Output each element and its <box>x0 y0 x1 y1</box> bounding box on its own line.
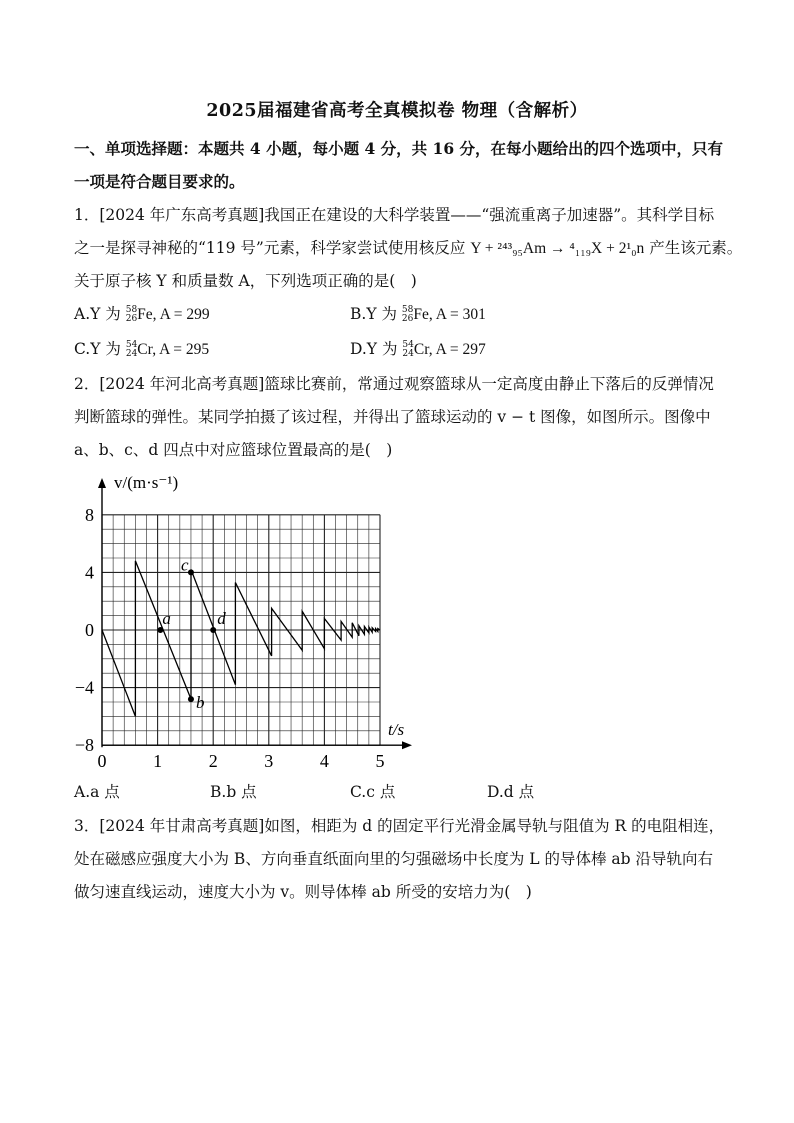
q1-reaction: Y + ²⁴³₉₅Am → ⁴₁₁₉X + 2¹₀n <box>470 240 645 257</box>
chart-axes <box>98 478 412 749</box>
nuclide-symbol: Fe <box>137 306 153 323</box>
option-tail: , A = 299 <box>152 306 210 323</box>
q3-line-1: 3．[2024 年甘肃高考真题]如图，相距为 d 的固定平行光滑金属导轨与阻值为 R 的电阻相连， <box>74 817 725 835</box>
q2-line-2: 判断篮球的弹性。某同学拍摄了该过程，并得出了篮球运动的 v − t 图像，如图所示。图像中 <box>74 408 711 426</box>
option-tail: , A = 301 <box>428 306 486 323</box>
y-tick-label: 4 <box>85 562 94 583</box>
mass-number: 58 <box>125 305 138 315</box>
page-title: 2025届福建省高考全真模拟卷 物理（含解析） <box>206 101 588 121</box>
q1-option-d[interactable] <box>350 337 486 359</box>
atomic-number: 24 <box>125 349 138 359</box>
velocity-series-line <box>102 561 380 717</box>
atomic-number: 24 <box>402 349 414 359</box>
option-tail: , A = 297 <box>428 341 486 358</box>
point-d <box>210 627 216 633</box>
y-tick-label: −8 <box>74 735 94 756</box>
q1-line-3: 关于原子核 Y 和质量数 A，下列选项正确的是( ) <box>74 272 417 290</box>
x-tick-label: 3 <box>264 751 274 772</box>
x-tick-label: 0 <box>97 751 107 772</box>
x-tick-label: 1 <box>153 751 163 772</box>
section-heading-line-2: 一项是符合题目要求的。 <box>74 172 245 191</box>
option-label: B.Y 为 <box>350 305 397 323</box>
q1-line-2 <box>74 236 742 258</box>
q2-option-a[interactable]: A.a 点 <box>74 783 120 801</box>
nuclide-symbol: Cr <box>413 341 429 358</box>
chart-grid <box>102 515 380 745</box>
y-tick-label: 8 <box>85 504 94 525</box>
x-axis-arrow <box>402 741 412 749</box>
x-axis-label: t/s <box>388 720 405 740</box>
x-tick-label: 4 <box>319 751 329 772</box>
nuclide-symbol: Cr <box>137 341 153 358</box>
q1-line-1: 1．[2024 年广东高考真题]我国正在建设的大科学装置——“强流重离子加速器”。其科学目标 <box>74 206 715 224</box>
q1-option-b[interactable] <box>350 302 486 324</box>
y-axis-label: v/(m·s⁻¹) <box>114 473 179 492</box>
q2-line-1: 2．[2024 年河北高考真题]篮球比赛前，常通过观察篮球从一定高度由静止下落后的反弹情况 <box>74 375 714 393</box>
mass-number: 54 <box>125 340 138 350</box>
point-label-a: a <box>162 609 171 628</box>
option-label: A.Y 为 <box>74 305 121 323</box>
q2-option-b[interactable]: B.b 点 <box>210 783 257 801</box>
y-tick-label: 0 <box>85 620 94 640</box>
q1-line-2-text: 之一是探寻神秘的“119 号”元素，科学家尝试使用核反应 <box>74 239 466 257</box>
nuclide-symbol: Fe <box>413 306 429 323</box>
q1-option-c[interactable] <box>74 337 209 359</box>
point-c <box>188 569 194 575</box>
y-tick-label: −4 <box>74 677 94 698</box>
option-tail: , A = 295 <box>152 341 210 358</box>
section-heading-line-1: 一、单项选择题：本题共 4 小题，每小题 4 分，共 16 分，在每小题给出的四个选项中，只有 <box>74 139 724 158</box>
x-tick-label: 2 <box>208 751 218 772</box>
option-label: C.Y 为 <box>74 340 121 358</box>
mass-number: 54 <box>402 340 414 350</box>
atomic-number: 26 <box>401 314 414 324</box>
atomic-number: 26 <box>125 314 138 324</box>
q1-option-a[interactable] <box>74 302 210 324</box>
q2-option-d[interactable]: D.d 点 <box>487 783 535 801</box>
point-label-c: c <box>180 555 189 575</box>
point-b <box>188 696 194 702</box>
mass-number: 58 <box>401 305 414 315</box>
x-tick-label: 5 <box>375 751 385 772</box>
velocity-time-chart <box>70 466 430 778</box>
q2-option-c[interactable]: C.c 点 <box>350 783 396 801</box>
chart-series <box>102 561 380 717</box>
q3-line-2: 处在磁感应强度大小为 B、方向垂直纸面向里的匀强磁场中长度为 L 的导体棒 ab 沿导轨向右 <box>74 850 713 868</box>
option-label: D.Y 为 <box>350 340 398 358</box>
point-label-b: b <box>195 693 205 713</box>
y-axis-arrow <box>98 478 106 488</box>
q2-line-3: a、b、c、d 四点中对应篮球位置最高的是( ) <box>74 441 393 459</box>
point-label-d: d <box>217 609 226 628</box>
q1-line-2-end: 产生该元素。 <box>649 239 743 257</box>
q3-line-3: 做匀速直线运动，速度大小为 v。则导体棒 ab 所受的安培力为( ) <box>74 883 532 901</box>
